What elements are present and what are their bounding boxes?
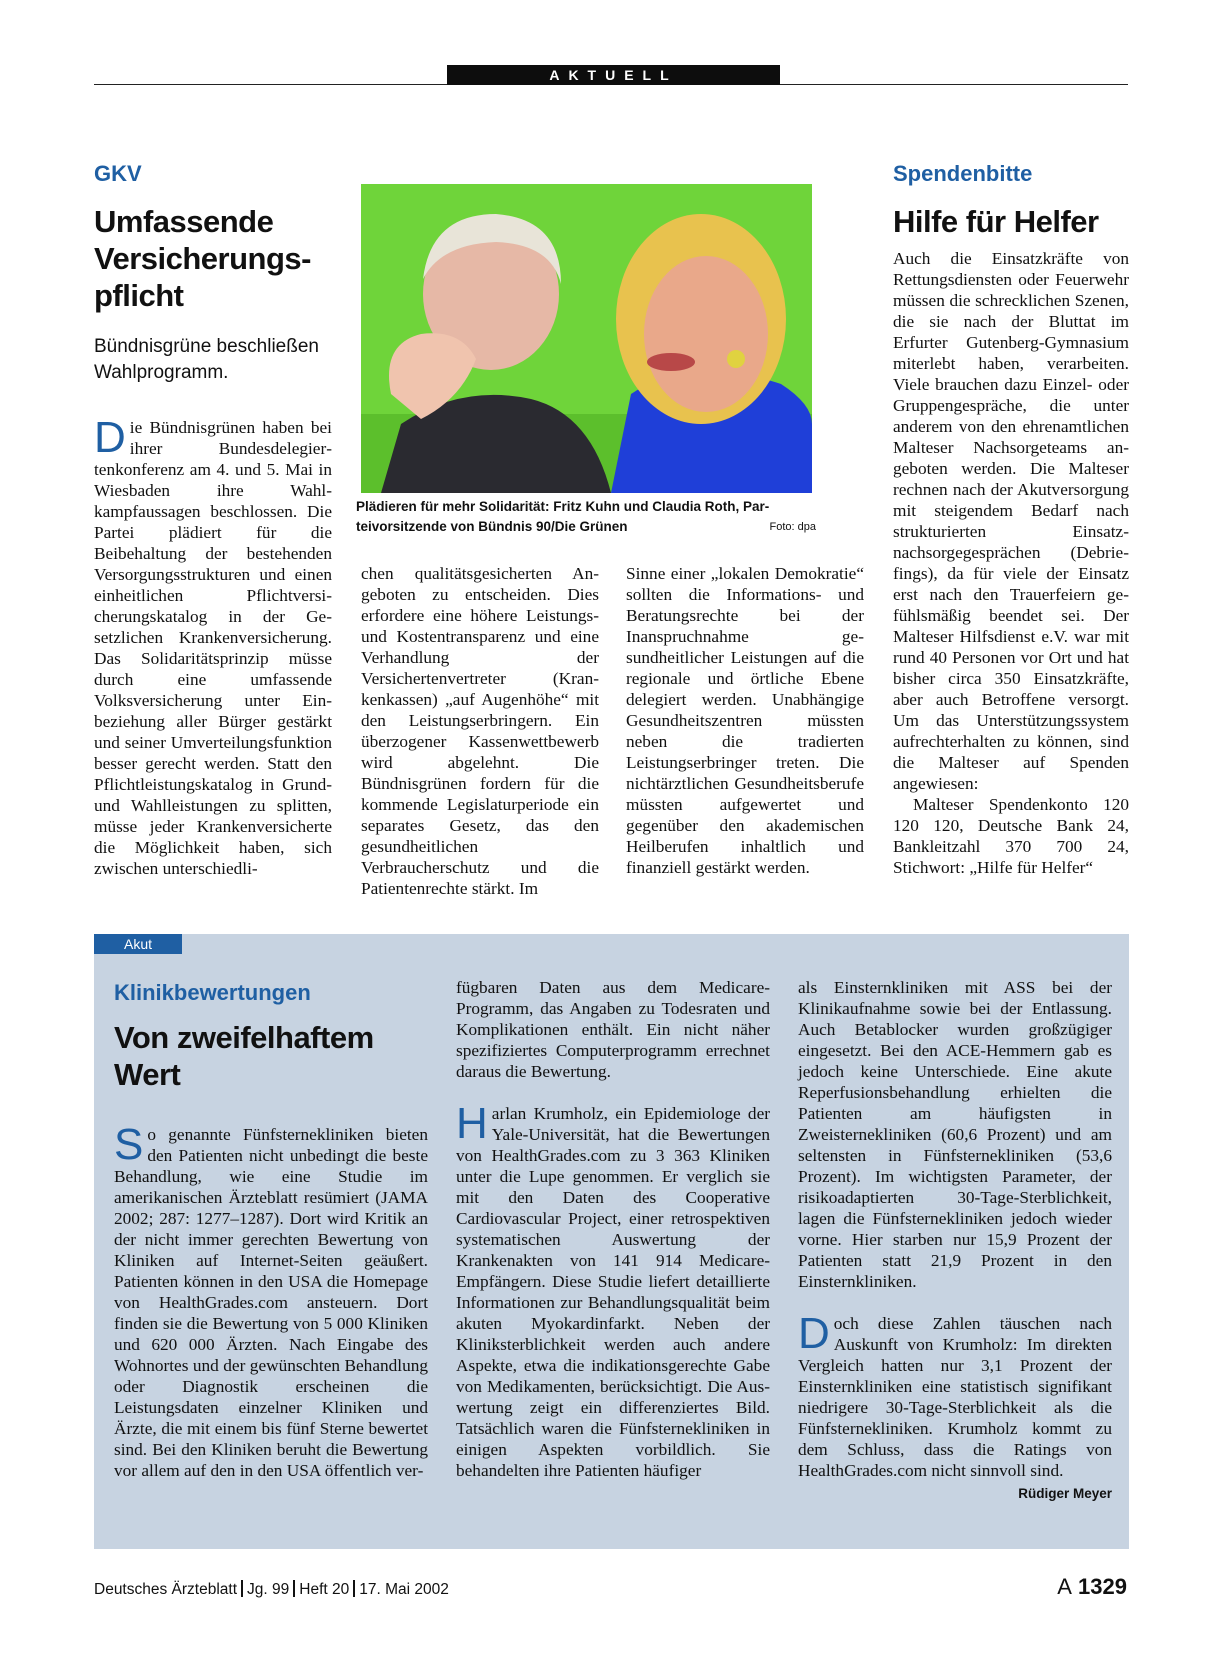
akut-tab: Akut	[94, 934, 182, 954]
photo-credit: Foto: dpa	[769, 521, 816, 533]
akut-body-col3b-text: och diese Zahlen täuschen nach Auskunft von Krumholz: Im direkten Vergleich hatten nur 3,1 Prozent der Einsternkliniken eine statistisch signifikant niedrigere 30-Tage-Sterblichkeit als die Fünfsternekliniken. Krumholz kommt zu dem Schluss, dass die Ratings von HealthGrades.com nicht sinnvoll sind.	[798, 1314, 1112, 1480]
page-number	[1057, 1574, 1127, 1600]
akut-body-col2	[456, 977, 770, 1481]
akut-body-col3b	[798, 1309, 1112, 1501]
photo-caption	[356, 497, 816, 537]
footer-separator	[293, 1580, 295, 1597]
footer-journal: Deutsches Ärzteblatt	[94, 1581, 238, 1598]
spende-kicker: Spendenbitte	[893, 161, 1033, 186]
footer-citation	[94, 1580, 449, 1599]
akut-body-col2b	[456, 1099, 770, 1481]
spende-konto: Malteser Spendenkonto 120 120 120, Deutsche Bank 24, Bankleitzahl 370 700 24, Stichwort: „Hilfe für Helfer“	[893, 795, 1129, 877]
page-prefix: A	[1057, 1574, 1072, 1599]
gkv-body-col1	[94, 413, 332, 879]
footer-separator	[241, 1580, 243, 1597]
gkv-dropcap: D	[94, 413, 126, 462]
gkv-subhead: Bündnisgrüne beschließen Wahlprogramm.	[94, 336, 319, 383]
footer-date: 17. Mai 2002	[359, 1581, 449, 1598]
akut-body-col3	[798, 977, 1112, 1504]
gkv-body-col2: chen qualitätsgesicherten Angeboten zu entscheiden. Dies erfordere eine höhere Leistungs- und Kostentransparenz und eine Verhandlung der Versichertenvertreter (Krankenkassen) „auf Augenhöhe“ mit den Leistungserbringern. Ein überzogener Kassenwettbewerb wird abgelehnt. Die Bündnisgrünen fordern für die kommende Legislaturperiode ein separates Gesetz, das den gesundheitlichen Verbraucherschutz und die Patientenrechte stärkt. Im	[361, 564, 599, 898]
akut-dropcap-2: H	[456, 1099, 488, 1148]
photo-image	[361, 184, 812, 493]
photo-caption-text: Plädieren für mehr Solidarität: Fritz Kuhn und Claudia Roth, Parteivorsitzende von Bündnis 90/Die Grünen	[356, 499, 770, 534]
akut-dropcap-1: S	[114, 1120, 144, 1169]
akut-body-col1	[114, 1120, 428, 1481]
akut-body-col2a: fügbaren Daten aus dem Medicare-Programm, das Angaben zu Todesraten und Komplikationen enthält. Ein nicht näher spezifiziertes Computerprogramm errechnet daraus die Bewertung.	[456, 978, 770, 1081]
footer-separator	[353, 1580, 355, 1597]
page-number-value: 1329	[1078, 1574, 1127, 1599]
footer-issue: Heft 20	[299, 1581, 350, 1598]
akut-headline: Von zweifelhaftem Wert	[114, 1020, 374, 1092]
spende-body	[893, 248, 1129, 878]
gkv-body-col1-text: ie Bündnisgrünen haben bei ihrer Bundesdelegiertenkonferenz am 4. und 5. Mai in Wiesbaden ihre Wahlkampfaussagen beschlossen. Die Partei plädiert für die Beibehaltung der bestehenden Versorgungsstrukturen und einen einheitlichen Pflichtversicherungskatalog in der Gesetzlichen Krankenversicherung. Das Solidaritätsprinzip müsse durch eine umfassende Volksversicherung unter Einbeziehung aller Bürger gestärkt und seiner Umverteilungsfunktion besser gerecht werden. Statt den Pflichtleistungskatalog in Grund- und Wahlleistungen zu splitten, müsse jeder Krankenversicherte die Möglichkeit haben, sich zwischen unterschiedli-	[94, 418, 332, 878]
akut-body-col1-text: o genannte Fünfsternekliniken bieten den Patienten nicht unbedingt die beste Behandlung, wie eine Studie im amerikanischen Ärzteblatt resümiert (JAMA 2002; 287: 1277–1287). Dort wird Kritik an der nicht immer gerechten Bewertung von Kliniken auf Internet-Seiten geäußert. Patienten können in den USA die Homepage von HealthGrades.com ansteuern. Dort finden sie die Bewertung von 5 000 Kliniken und 620 000 Ärzten. Nach Eingabe des Wohnortes und der gewünschten Behandlung oder Diagnostik erscheinen die Leistungsdaten einzelner Kliniken und Ärzte, die mit einem bis fünf Sterne bewertet sind. Bei den Kliniken beruht die Bewertung vor allem auf den in den USA öffentlich ver-	[114, 1125, 428, 1480]
section-label: AKTUELL	[447, 65, 780, 85]
gkv-body-col3: Sinne einer „lokalen Demokratie“ sollten die Informations- und Beratungsrechte bei der Inanspruchnahme gesundheitlicher Leistungen auf die regionale und örtliche Ebene delegiert werden. Unabhängige Gesundheitszentren müssten neben die tradierten Leistungserbringer treten. Die nichtärztlichen Gesundheitsberufe müssten aufgewertet und gegenüber den akademischen Heilberufen inhaltlich und finanziell gestärkt werden.	[626, 564, 864, 877]
akut-dropcap-3: D	[798, 1309, 830, 1358]
akut-kicker: Klinikbewertungen	[114, 980, 311, 1005]
akut-author: Rüdiger Meyer	[1018, 1486, 1112, 1501]
gkv-kicker: GKV	[94, 161, 142, 186]
footer-volume: Jg. 99	[247, 1581, 290, 1598]
spende-headline: Hilfe für Helfer	[893, 204, 1099, 239]
photo-kuhn-roth	[361, 184, 812, 493]
gkv-headline: Umfassende Versicherungs-pflicht	[94, 204, 311, 313]
spende-body-text: Auch die Einsatzkräfte von Rettungsdiensten oder Feuerwehr müssen die schrecklichen Szenen, die sie nach der Bluttat im Erfurter Gutenberg-Gymnasium miterlebt haben, verarbeiten. Viele brauchen dazu Einzel- oder Gruppengespräche, die unter anderem von den ehrenamtlichen Malteser Nachsorgeteams angeboten werden. Die Malteser rechnen nach der Akutversorgung mit steigendem Bedarf nach strukturierten Einsatznachsorgegesprächen (Debriefings), da für viele der Einsatz erst nach den Trauerfeiern gefühlsmäßig beendet sei. Der Malteser Hilfsdienst e.V. war mit rund 40 Personen vor Ort und hat bisher circa 350 Einsatzkräfte, aber auch Betroffene versorgt. Um das Unterstützungssystem aufrechterhalten zu können, sind die Malteser auf Spenden angewiesen:	[893, 249, 1129, 793]
akut-body-col3a: als Einsternkliniken mit ASS bei der Klinikaufnahme sowie bei der Entlassung. Auch Betablocker wurden großzügiger eingesetzt. Bei den ACE-Hemmern gab es jedoch keine Unterschiede. Eine akute Reperfusionsbehandlung erhielten die Patienten am häufigsten in Zweisternekliniken (60,6 Prozent) und am seltensten in Fünfsternekliniken (53,6 Prozent). Im wichtigsten Parameter, der risikoadaptierten 30-Tage-Sterblichkeit, lagen die Fünfsternekliniken jedoch wieder vorne. Hier starben nur 15,9 Prozent der Patienten statt 21,9 Prozent in den Einsternkliniken.	[798, 978, 1112, 1291]
akut-body-col2b-text: arlan Krumholz, ein Epidemiologe der Yale-Universität, hat die Bewertungen von HealthGrades.com zu 3 363 Kliniken unter die Lupe genommen. Er verglich sie mit den Daten des Cooperative Cardiovascular Project, einer retrospektiven systematischen Auswertung der Krankenakten von 141 914 Medicare-Empfängern. Diese Studie liefert detaillierte Informationen zur Behandlungsqualität beim akuten Myokardinfarkt. Neben der Kliniksterblichkeit werden auch andere Aspekte, etwa die indikationsgerechte Gabe von Medikamenten, berücksichtigt. Die Auswertung zeigt ein differenziertes Bild. Tatsächlich waren die Fünfsternekliniken in einigen Aspekten vorbildlich. Sie behandelten ihre Patienten häufiger	[456, 1104, 770, 1480]
